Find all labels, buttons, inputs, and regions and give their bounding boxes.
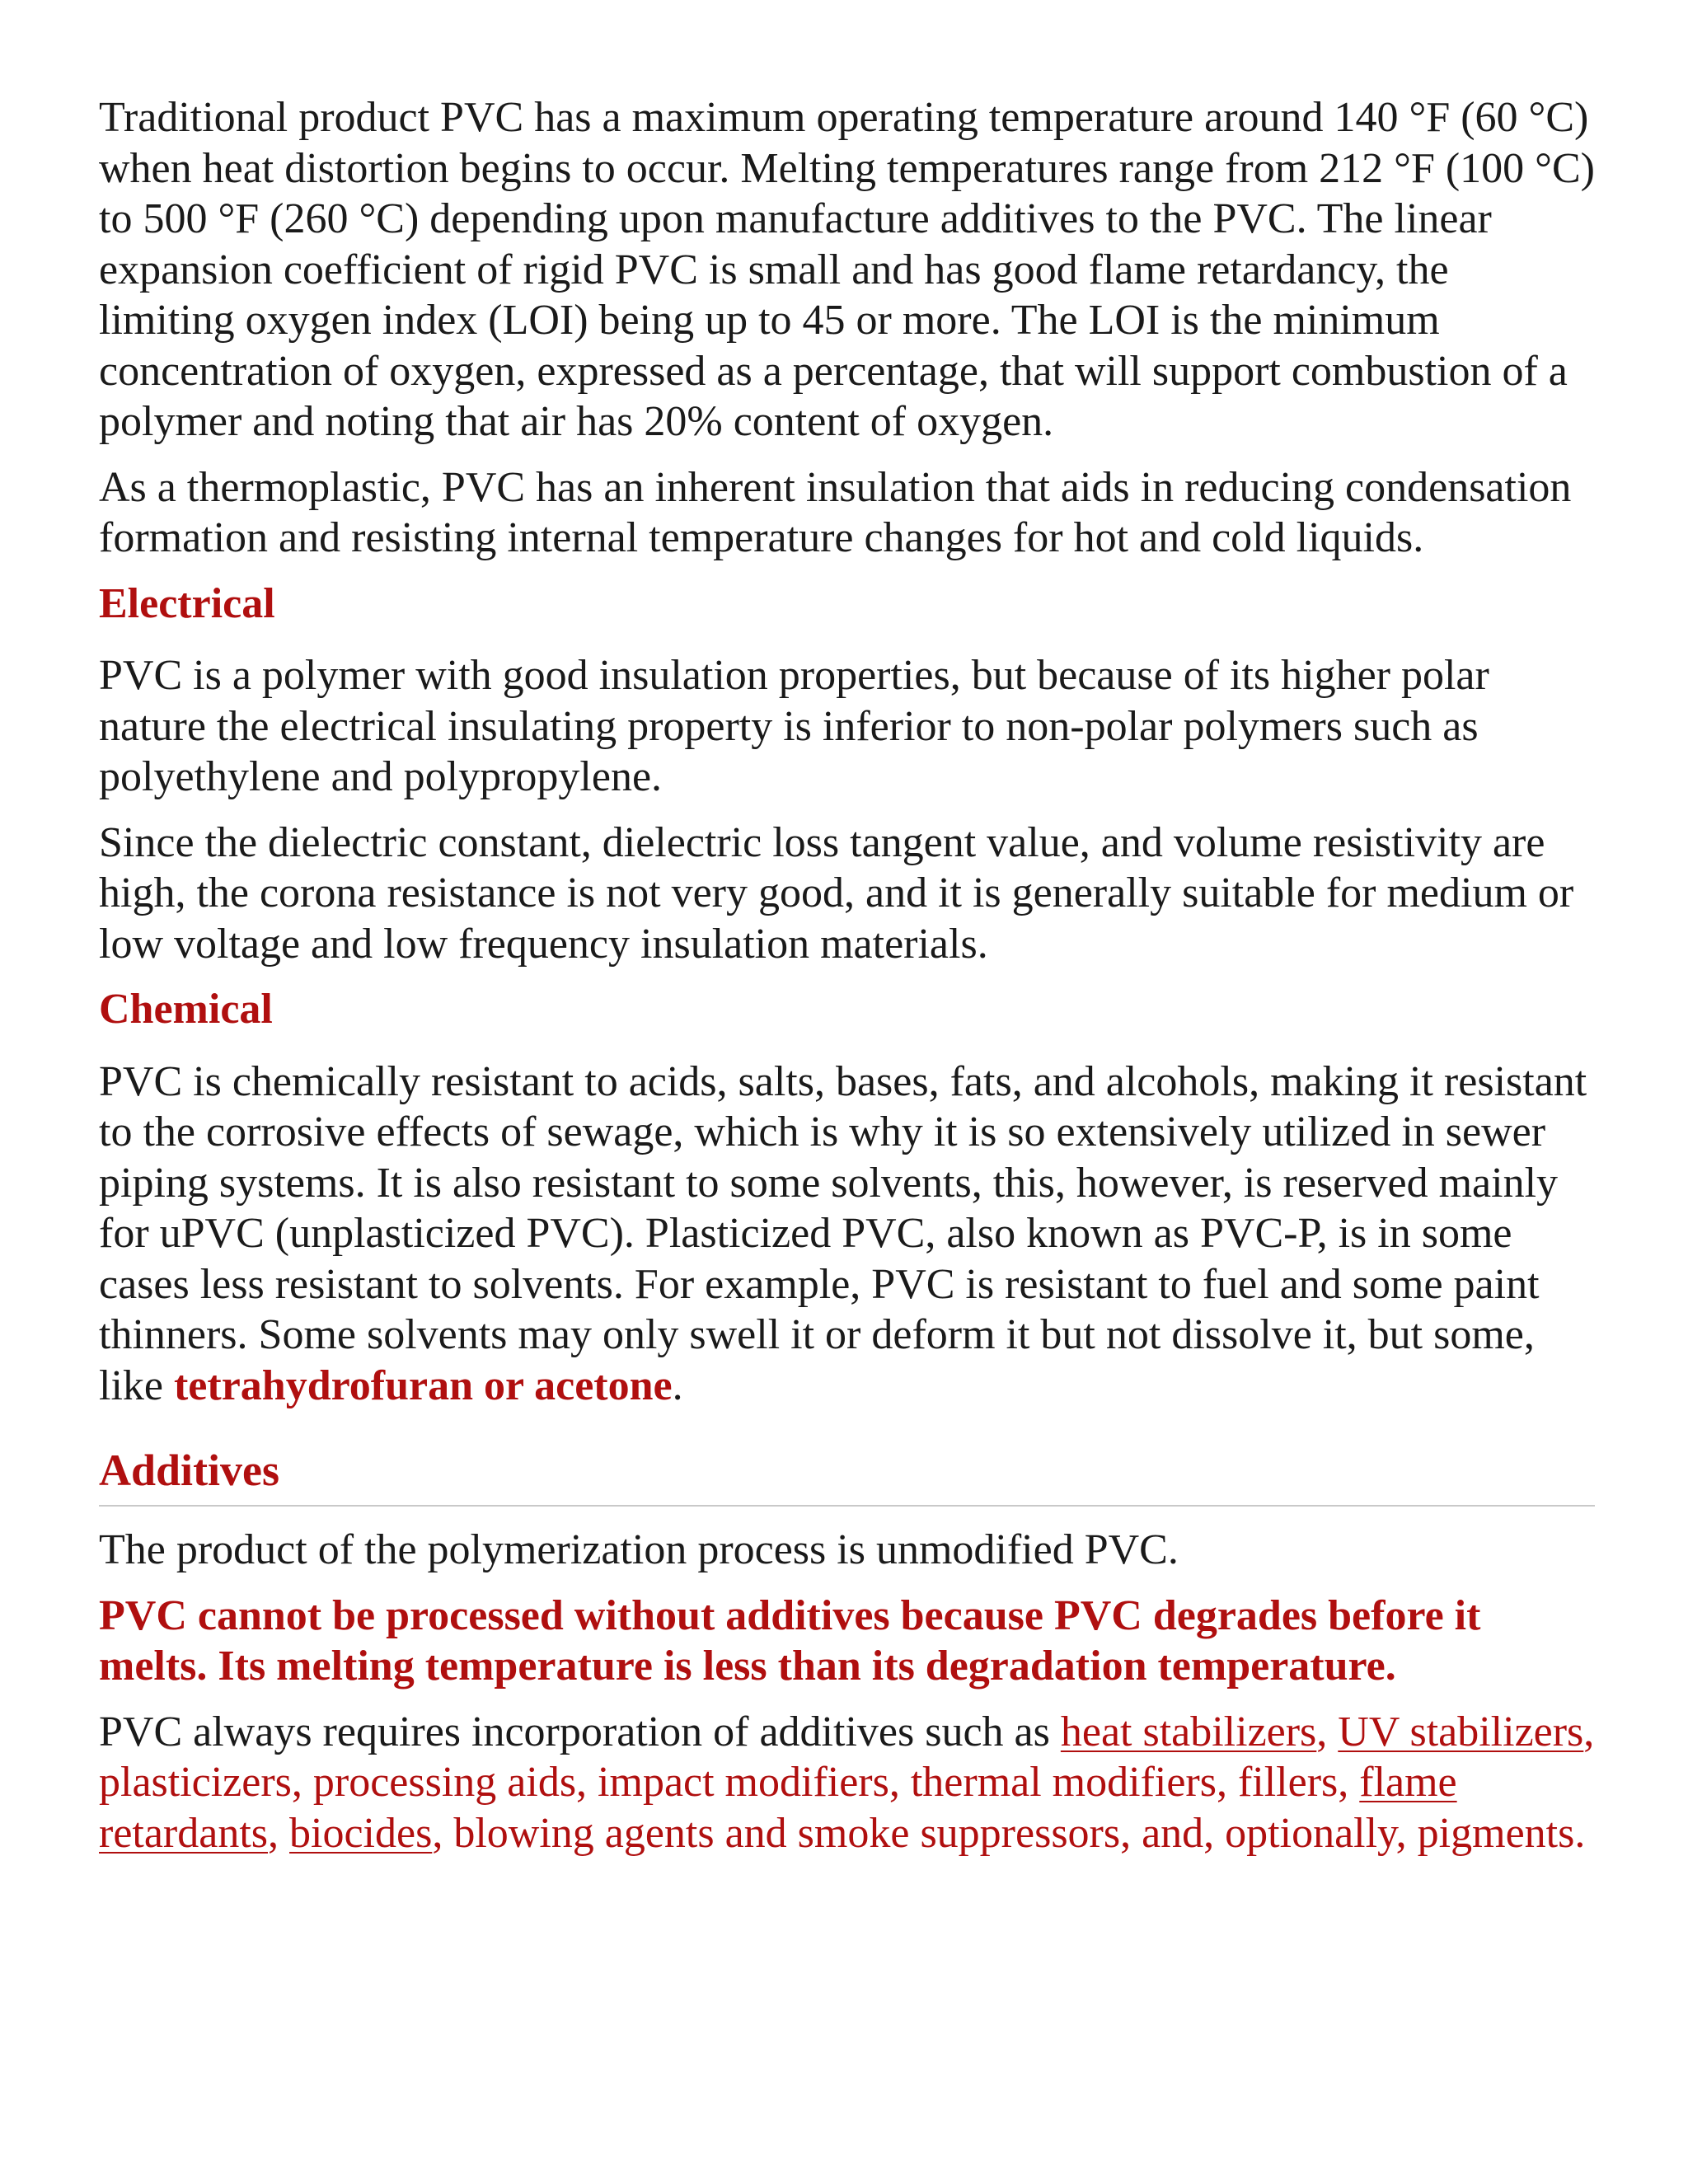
- additives-heading: Additives: [99, 1444, 1595, 1507]
- chemical-text-end: .: [672, 1361, 683, 1409]
- biocides-link[interactable]: biocides: [289, 1809, 433, 1857]
- additives-intro: PVC always requires incorporation of additives such as: [99, 1708, 1061, 1755]
- chemical-paragraph: [99, 1057, 1595, 1412]
- thermal-paragraph-2: As a thermoplastic, PVC has an inherent insulation that aids in reducing condensation formation and resisting internal temperature changes for hot and cold liquids.: [99, 463, 1572, 561]
- solvent-emphasis: tetrahydrofuran or acetone: [173, 1361, 673, 1409]
- electrical-paragraph-2: Since the dielectric constant, dielectric loss tangent value, and volume resistivity are high, the corona resistance is not very good, and it is generally suitable for medium or low voltage and low frequency insulation materials.: [99, 818, 1574, 968]
- additives-warning: PVC cannot be processed without additives because PVC degrades before it melts. Its melting temperature is less than its degradation temperature.: [99, 1591, 1481, 1690]
- heat-stabilizers-link[interactable]: heat stabilizers: [1060, 1708, 1317, 1755]
- uv-stabilizers-link[interactable]: UV stabilizers: [1338, 1708, 1584, 1755]
- additives-paragraph-1: The product of the polymerization process is unmodified PVC.: [99, 1526, 1179, 1573]
- article-body: [99, 92, 1595, 1873]
- chemical-heading: Chemical: [99, 986, 273, 1033]
- thermal-paragraph-1: Traditional product PVC has a maximum operating temperature around 140 °F (60 °C) when heat distortion begins to occur. Melting temperatures range from 212 °F (100 °C) to 500 °F (260 °C) depending upon manufacture additives to the PVC. The linear expansion coefficient of rigid PVC is small and has good flame retardancy, the limiting oxygen index (LOI) being up to 45 or more. The LOI is the minimum concentration of oxygen, expressed as a percentage, that will support combustion of a polymer and noting that air has 20% content of oxygen.: [99, 94, 1595, 445]
- flame-retardants-link[interactable]: flame retardants: [99, 1759, 1457, 1857]
- chemical-text: PVC is chemically resistant to acids, salts, bases, fats, and alcohols, making it resistant to the corrosive effects of sewage, which is why it is so extensively utilized in sewer piping systems. It is also resistant to some solvents, this, however, is reserved mainly for uPVC (unplasticized PVC). Plasticized PVC, also known as PVC-P, is in some cases less resistant to solvents. For example, PVC is resistant to fuel and some paint thinners. Some solvents may only swell it or deform it but not dissolve it, but some, like: [99, 1057, 1587, 1409]
- separator: ,: [268, 1809, 290, 1857]
- additives-paragraph-3: [99, 1707, 1595, 1859]
- additives-list-middle: , plasticizers, processing aids, impact modifiers, thermal modifiers, fillers,: [99, 1708, 1595, 1806]
- additives-list-end: , blowing agents and smoke suppressors, and, optionally, pigments.: [432, 1809, 1586, 1857]
- separator: ,: [1316, 1708, 1339, 1755]
- electrical-paragraph-1: PVC is a polymer with good insulation properties, but because of its higher polar nature the electrical insulating property is inferior to non-polar polymers such as polyethylene and polypropylene.: [99, 652, 1489, 800]
- electrical-heading: Electrical: [99, 579, 275, 627]
